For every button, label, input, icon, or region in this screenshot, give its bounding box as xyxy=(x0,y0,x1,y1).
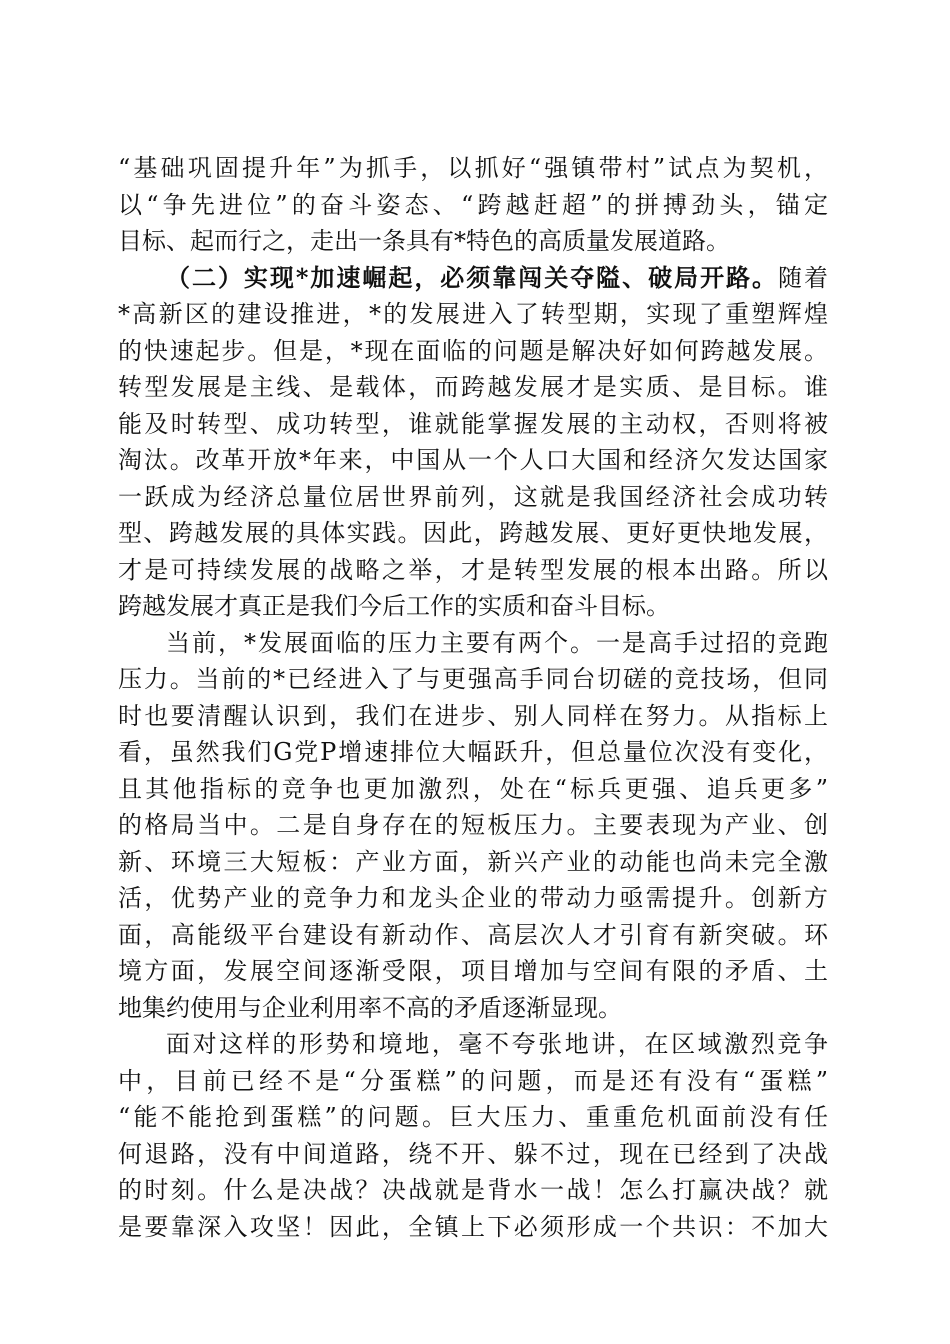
text-line: 时也要清醒认识到，我们在进步、别人同样在努力。从指标上 xyxy=(118,701,828,730)
text-line: 是要靠深入攻坚！因此，全镇上下必须形成一个共识：不加大 xyxy=(118,1212,828,1241)
text-line: 何退路，没有中间道路，绕不开、躲不过，现在已经到了决战 xyxy=(118,1139,828,1168)
text-line: 中，目前已经不是“分蛋糕”的问题，而是还有没有“蛋糕” xyxy=(118,1066,828,1095)
document-body xyxy=(118,150,828,1245)
text-line: 地集约使用与企业利用率不高的矛盾逐渐显现。 xyxy=(118,993,622,1022)
text-line: *高新区的建设推进，*的发展进入了转型期，实现了重塑辉煌 xyxy=(118,300,828,328)
text-line: 看，虽然我们G党P增速排位大幅跃升，但总量位次没有变化， xyxy=(118,738,828,766)
text-fragment: 随着 xyxy=(778,263,828,292)
paragraph-4 xyxy=(118,1026,828,1245)
text-line: 目标、起而行之，走出一条具有*特色的高质量发展道路。 xyxy=(118,227,730,255)
text-line: “基础巩固提升年”为抓手，以抓好“强镇带村”试点为契机， xyxy=(118,154,828,182)
text-line: 境方面，发展空间逐渐受限，项目增加与空间有限的矛盾、土 xyxy=(118,957,828,985)
text-line: 当前，*发展面临的压力主要有两个。一是高手过招的竞跑 xyxy=(166,628,828,657)
text-line xyxy=(118,260,828,297)
section-heading: （二）实现*加速崛起，必须靠闯关夺隘、破局开路。 xyxy=(166,262,779,292)
text-line: 的格局当中。二是自身存在的短板压力。主要表现为产业、创 xyxy=(118,811,828,839)
text-line: 跨越发展才真正是我们今后工作的实质和奋斗目标。 xyxy=(118,592,670,620)
text-line: 淘汰。改革开放*年来，中国从一个人口大国和经济欠发达国家 xyxy=(118,446,828,474)
text-line: 能及时转型、成功转型，谁就能掌握发展的主动权，否则将被 xyxy=(118,409,828,438)
text-line: 新、环境三大短板：产业方面，新兴产业的动能也尚未完全激 xyxy=(118,847,828,876)
text-line: 一跃成为经济总量位居世界前列，这就是我国经济社会成功转 xyxy=(118,482,828,511)
paragraph-1 xyxy=(118,150,828,260)
text-line: 压力。当前的*已经进入了与更强高手同台切磋的竞技场，但同 xyxy=(118,665,828,693)
paragraph-2 xyxy=(118,260,828,625)
text-line: 活，优势产业的竞争力和龙头企业的带动力亟需提升。创新方 xyxy=(118,884,828,912)
text-line: 才是可持续发展的战略之举，才是转型发展的根本出路。所以 xyxy=(118,555,828,584)
text-line: 且其他指标的竞争也更加激烈，处在“标兵更强、追兵更多” xyxy=(118,774,828,803)
text-line: 以“争先进位”的奋斗姿态、“跨越赶超”的拼搏劲头，锚定 xyxy=(118,190,828,219)
text-line: 面，高能级平台建设有新动作、高层次人才引育有新突破。环 xyxy=(118,920,828,949)
text-line: 转型发展是主线、是载体，而跨越发展才是实质、是目标。谁 xyxy=(118,373,828,401)
text-line: 的快速起步。但是，*现在面临的问题是解决好如何跨越发展。 xyxy=(118,336,828,365)
text-line: 的时刻。什么是决战？决战就是背水一战！怎么打赢决战？就 xyxy=(118,1176,828,1204)
text-line: 面对这样的形势和境地，毫不夸张地讲，在区域激烈竞争 xyxy=(166,1030,828,1058)
paragraph-3 xyxy=(118,625,828,1027)
text-line: 型、跨越发展的具体实践。因此，跨越发展、更好更快地发展， xyxy=(118,519,828,547)
text-line: “能不能抢到蛋糕”的问题。巨大压力、重重危机面前没有任 xyxy=(118,1103,828,1131)
